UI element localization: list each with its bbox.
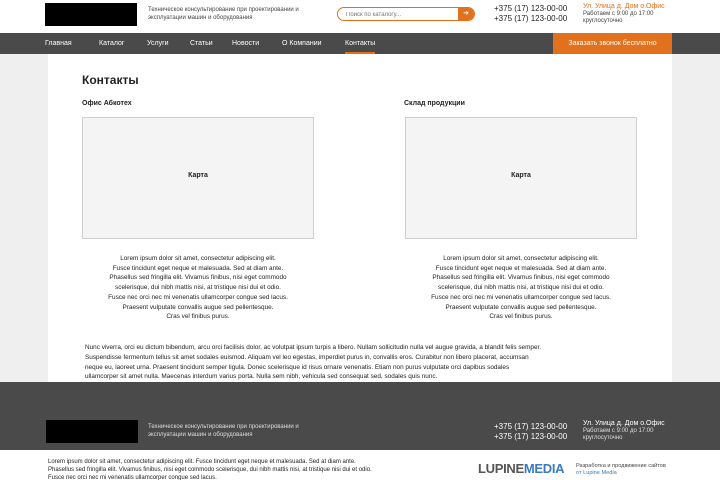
lupine-logo-part: LUPINE <box>478 461 524 476</box>
site-header <box>0 0 720 33</box>
address-line: Ул. Улица д. Дом о.Офис <box>583 420 665 427</box>
text-line: scelerisque, dui nibh mattis nisi, at tristique nisi dui et odio. <box>115 284 281 292</box>
text-line: Lorem ipsum dolor sit amet, consectetur adipiscing elit. <box>443 255 599 262</box>
bottom-bar <box>0 450 720 480</box>
footer-phones <box>494 422 567 442</box>
text-line: scelerisque, dui nibh mattis nisi, at tristique nisi dui et odio. <box>438 284 604 292</box>
text-line: Fusce nec orci nec mi venenatis ullamcorper congue sed lacus. <box>108 293 288 301</box>
site-tagline: Техническое консультирование при проектировании и эксплуатации машин и оборудования <box>148 7 299 21</box>
footer-address <box>583 419 693 442</box>
text-line: Fusce tincidunt eget neque et malesuada. Sed at diam ante. <box>112 264 284 272</box>
phone-number[interactable]: +375 (17) 123-00-00 <box>494 4 568 13</box>
text-line: Fusce nec orci nec mi venenatis ullamcorper congue sed lacus. <box>431 293 611 301</box>
working-hours: Работаем с 9:00 до 17:00 <box>583 11 654 17</box>
header-phones <box>494 4 567 24</box>
text-line: neque eu, laoreet urna. Praesent tincidunt semper ligula. Donec scelerisque id risus ornare venenatis. Etiam non purus vulputate orci dapibus sodales <box>85 363 510 371</box>
header-address <box>583 2 693 25</box>
nav-item-contacts[interactable]: Контакты <box>345 33 375 54</box>
phone-number[interactable]: +375 (17) 123-00-00 <box>494 422 568 431</box>
phone-number[interactable]: +375 (17) 123-00-00 <box>494 14 568 23</box>
credit-text: Разработка и продвижение сайтов <box>576 463 666 469</box>
search-box <box>337 7 475 21</box>
warehouse-map[interactable] <box>405 117 637 239</box>
text-line: Praesent vulputate convallis augue sed pellentesque. <box>122 303 274 311</box>
working-hours: Работаем с 9:00 до 17:00 <box>583 428 654 434</box>
text-line: Cras vel finibus purus. <box>489 313 553 321</box>
callback-button[interactable]: Заказать звонок бесплатно <box>553 33 672 54</box>
text-line: Fusce tincidunt eget neque et malesuada. Sed at diam ante. <box>435 264 607 272</box>
nav-item-home[interactable]: Главная <box>45 40 72 47</box>
working-hours-note: круглосуточно <box>583 435 623 441</box>
text-line: Suspendisse fermentum tellus sit amet sodales euismod. Aliquam vel leo egestas, imperdiet purus in, convallis eros. Curabitur non libero placerat, accumsan <box>85 353 529 361</box>
warehouse-title: Склад продукции <box>404 100 465 107</box>
text-line: Fusce nec orci nec mi venenatis ullamcorper congue sed lacus. <box>48 475 217 480</box>
site-footer <box>0 382 720 450</box>
text-line: Lorem ipsum dolor sit amet, consectetur adipiscing elit. <box>120 255 276 262</box>
phone-number[interactable]: +375 (17) 123-00-00 <box>494 432 568 441</box>
credit-link[interactable]: от Lupine Media <box>576 470 617 476</box>
office-title: Офис Абкотех <box>82 100 132 107</box>
search-button[interactable] <box>458 8 474 20</box>
text-line: Phasellus sed fringilla elit. Vivamus finibus, nisi eget commodo scelerisque, dui nibh mattis nisi, at tristique nisi dui et odio. <box>48 467 372 473</box>
search-input[interactable] <box>346 10 456 19</box>
office-description <box>82 254 314 322</box>
text-line: Phasellus sed fringilla elit. Vivamus finibus, nisi eget commodo <box>109 274 287 282</box>
contacts-body-text <box>85 343 645 382</box>
nav-item-about[interactable]: О Компании <box>282 40 322 47</box>
text-line: Phasellus sed fringilla elit. Vivamus finibus, nisi eget commodo <box>432 274 610 282</box>
nav-item-articles[interactable]: Статьи <box>190 40 213 47</box>
footer-logo[interactable] <box>46 420 138 443</box>
site-logo[interactable] <box>45 3 137 26</box>
nav-item-services[interactable]: Услуги <box>147 40 169 47</box>
map-label: Карта <box>511 172 531 179</box>
main-content <box>48 54 672 382</box>
text-line: Cras vel finibus purus. <box>166 313 230 321</box>
nav-item-news[interactable]: Новости <box>232 40 260 47</box>
developer-credit <box>576 463 706 477</box>
nav-item-catalog[interactable]: Каталог <box>99 40 125 47</box>
map-label: Карта <box>188 172 208 179</box>
address-line: Ул. Улица д. Дом о.Офис <box>583 3 665 10</box>
footer-text <box>48 458 408 480</box>
page-title: Контакты <box>82 73 139 87</box>
lupine-media-logo[interactable] <box>478 461 564 476</box>
text-line: Lorem ipsum dolor sit amet, consectetur adipiscing elit. Fusce tincidunt eget neque et malesuada. Sed at diam ante. <box>48 459 356 465</box>
arrow-right-icon: ➜ <box>463 10 469 17</box>
main-nav <box>0 33 720 54</box>
working-hours-note: круглосуточно <box>583 18 623 24</box>
warehouse-description <box>405 254 637 322</box>
text-line: Praesent vulputate convallis augue sed pellentesque. <box>445 303 597 311</box>
office-map[interactable] <box>82 117 314 239</box>
text-line: ullamcorper sit amet nulla. Maecenas interdum varius porta. Nulla sem nibh, vehicula sed consequat sed, sodales quis nunc. <box>85 373 438 381</box>
media-logo-part: MEDIA <box>523 461 565 476</box>
footer-tagline: Техническое консультирование при проектировании и эксплуатации машин и оборудования <box>148 424 299 438</box>
text-line: Nunc viverra, orci eu dictum bibendum, arcu orci facilisis dolor, ac volutpat ipsum turpis a libero. Nullam sollicitudin nulla vel augue gravida, a blandit felis semper. <box>85 344 542 351</box>
